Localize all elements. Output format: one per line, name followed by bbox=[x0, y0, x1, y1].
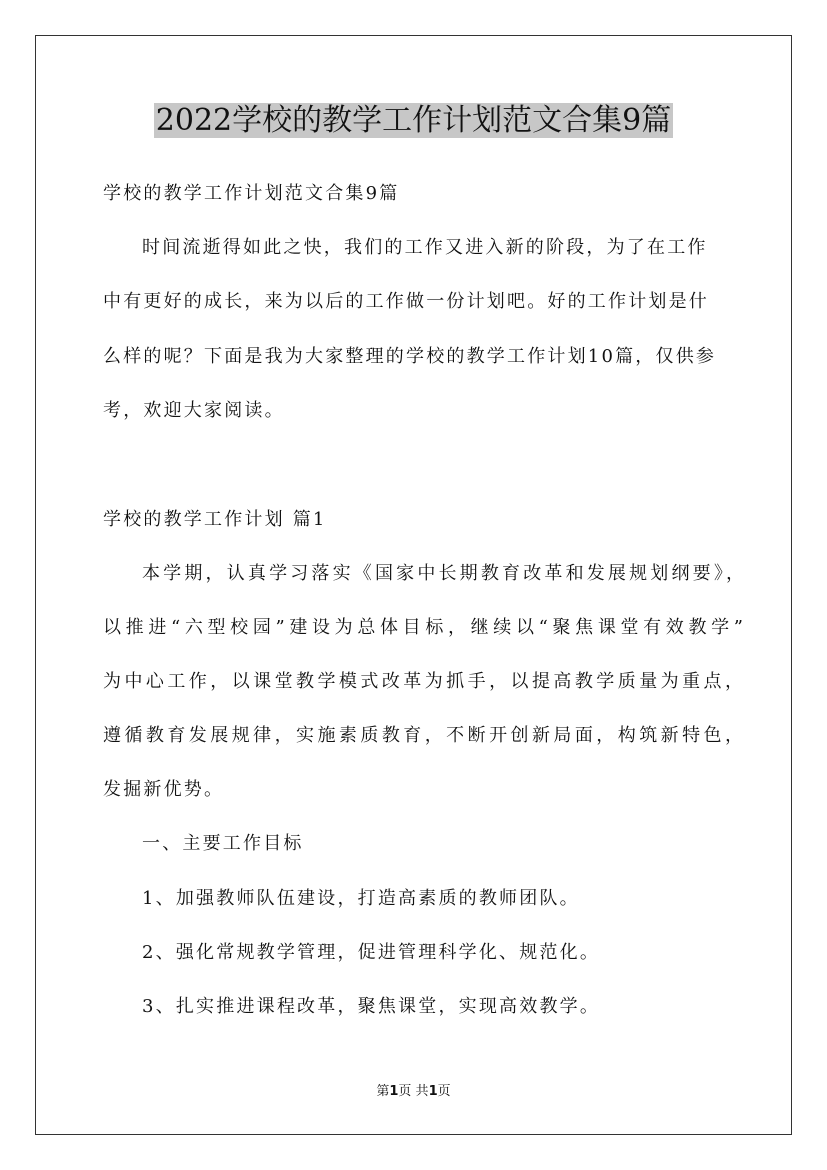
goal-item-3: 3、扎实推进课程改革，聚焦课堂，实现高效教学。 bbox=[142, 996, 601, 1017]
footer-mid: 页 共 bbox=[398, 1084, 429, 1099]
section-line-2: 以推进“六型校园”建设为总体目标，继续以“聚焦课堂有效教学” bbox=[103, 617, 743, 638]
footer-total-pages: 1 bbox=[428, 1084, 438, 1099]
footer-suffix: 页 bbox=[437, 1084, 451, 1099]
section-line-1: 本学期，认真学习落实《国家中长期教育改革和发展规划纲要》， bbox=[142, 563, 744, 584]
goal-item-2: 2、强化常规教学管理，促进管理科学化、规范化。 bbox=[142, 942, 601, 963]
section-line-3: 为中心工作，以课堂教学模式改革为抓手，以提高教学质量为重点， bbox=[103, 671, 743, 692]
section-line-4: 遵循教育发展规律，实施素质教育，不断开创新局面，构筑新特色， bbox=[103, 725, 743, 746]
intro-line-1: 时间流逝得如此之快，我们的工作又进入新的阶段，为了在工作 bbox=[142, 237, 708, 258]
goal-item-1: 1、加强教师队伍建设，打造高素质的教师团队。 bbox=[142, 888, 580, 909]
footer-page-number: 1 bbox=[389, 1084, 399, 1099]
intro-line-4: 考，欢迎大家阅读。 bbox=[103, 400, 285, 421]
document-title-text: 2022学校的教学工作计划范文合集9篇 bbox=[155, 103, 672, 138]
section-heading: 学校的教学工作计划 篇1 bbox=[103, 509, 327, 530]
footer-prefix: 第 bbox=[376, 1084, 390, 1099]
document-title bbox=[0, 100, 827, 142]
intro-line-2: 中有更好的成长，来为以后的工作做一份计划吧。好的工作计划是什 bbox=[103, 291, 709, 312]
document-subtitle: 学校的教学工作计划范文合集9篇 bbox=[103, 183, 400, 204]
page-footer bbox=[0, 1083, 827, 1101]
section-line-5: 发掘新优势。 bbox=[103, 779, 225, 800]
goals-heading: 一、主要工作目标 bbox=[142, 833, 304, 854]
intro-line-3: 么样的呢？下面是我为大家整理的学校的教学工作计划10篇，仅供参 bbox=[103, 346, 717, 367]
